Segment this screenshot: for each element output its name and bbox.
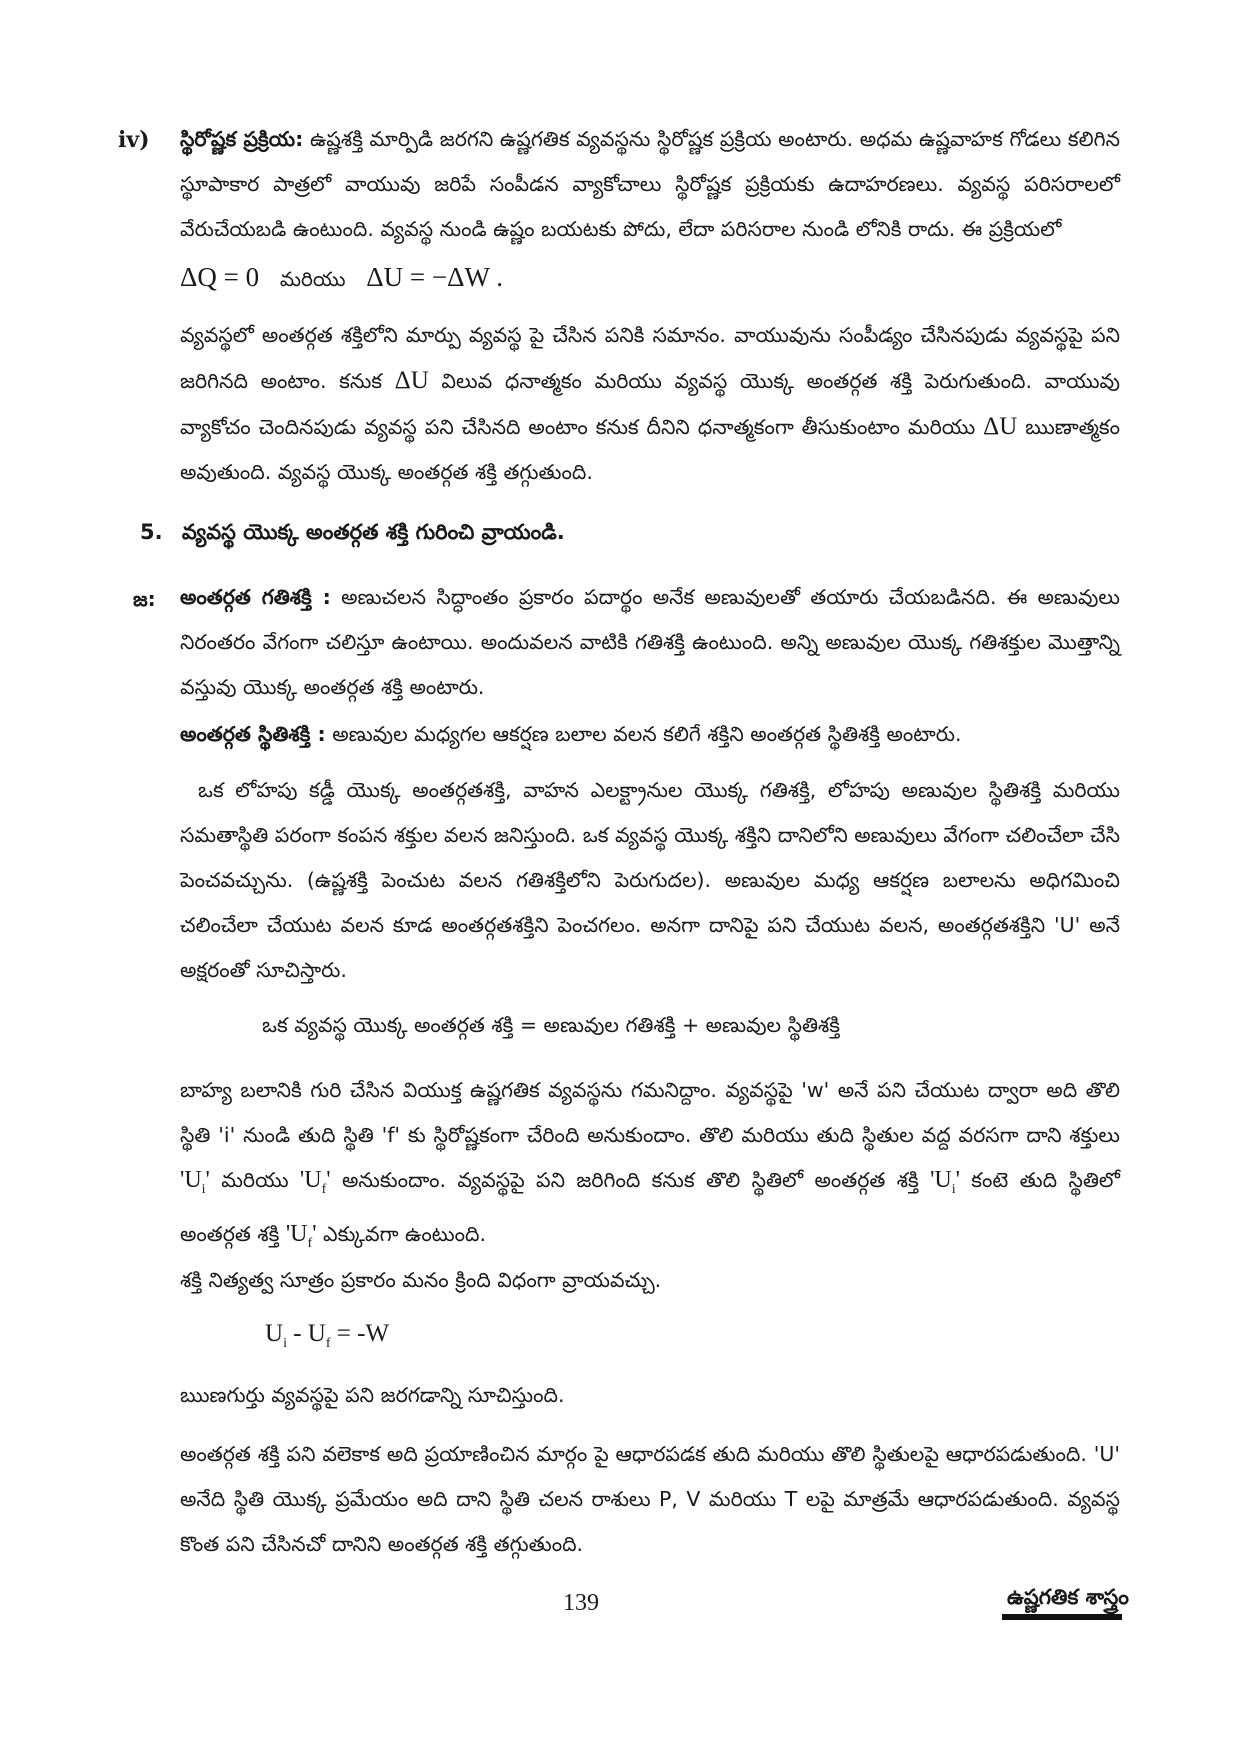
conservation-paragraph: శక్తి నిత్యత్వ సూత్రం ప్రకారం మనం క్రింది విధంగా వ్రాయవచ్చు. — [180, 1268, 662, 1292]
kinetic-text: అణుచలన సిద్ధాంతం ప్రకారం పదార్థం అనేక అణువులతో తయారు చేయబడినది. ఈ అణువులు నిరంతరం వేగంగా చలిస్తూ ఉంటాయి. అందువలన వాటికి గతిశక్తి ఉంటుంది. అన్ని అణువుల యొక్క గతిశక్తుల మొత్తాన్ని వస్తువు యొక్క అంతర్గత శక్తి అంటారు. — [180, 585, 1121, 699]
isolated-text-1: బాహ్య బలానికి గురి చేసిన వియుక్త ఉష్ణగతిక వ్యవస్థను గమనిద్దాం. వ్యవస్థపై 'w' అనే పని చేయుట ద్వారా అది తొలి స్థితి 'i' నుండి తుది స్థితి 'f' కు స్థిరోష్ణకంగా చేరింది అనుకుందాం. తొలి మరియు తుది స్థితుల వద్ద వరసగా దాని శక్తులు — [180, 1078, 1120, 1147]
kinetic-energy-paragraph — [180, 575, 1120, 710]
internal-change-text-2: విలువ ధనాత్మకం మరియు వ్యవస్థ యొక్క అంతర్గత శక్తి పెరుగుతుంది. వాయువు వ్యాకోచం చెందినపుడు వ్యవస్థ పని చేసినది అంటాం కనుక దీనిని ధనాత్మకంగా తీసుకుంటాం మరియు — [180, 369, 1121, 439]
internal-change-paragraph — [180, 313, 1120, 495]
potential-text: అణువుల మధ్యగల ఆకర్షణ బలాల వలన కలిగే శక్తిని అంతర్గత స్థితిశక్తి అంటారు. — [325, 722, 962, 746]
internal-change-text-3: ఋణాత్మకం అవుతుంది. వ్యవస్థ యొక్క అంతర్గత శక్తి తగ్గుతుంది. — [180, 415, 1120, 484]
eq-and: మరియు — [279, 267, 346, 291]
delta-u-symbol-1: ΔU — [394, 367, 429, 394]
energy-change-equation: $U_i - U_f = -W$ — [265, 1320, 390, 1351]
potential-label: అంతర్గత స్థితిశక్తి : — [180, 722, 326, 746]
ui-symbol-2: '$U_i$' — [930, 1167, 960, 1197]
metal-rod-paragraph: ఒక లోహపు కడ్డీ యొక్క అంతర్గతశక్తి, వాహన ఎలక్ట్రానుల యొక్క గతిశక్తి, లోహపు అణువుల స్థితిశక్తి మరియు సమతాస్థితి పరంగా కంపన శక్తుల వలన జనిస్తుంది. ఒక వ్యవస్థ యొక్క శక్తిని దానిలోని అణువులు వేగంగా చలించేలా చేసి పెంచవచ్చును. (ఉష్ణశక్తి పెంచుట వలన గతిశక్తిలోని పెరుగుదల). అణువుల మధ్య ఆకర్షణ బలాలను అధిగమించి చలించేలా చేయుట వలన కూడ అంతర్గతశక్తిని పెంచగలం. అనగా దానిపై పని చేయుట వలన, అంతర్గతశక్తిని 'U' అనే అక్షరంతో సూచిస్తారు. — [180, 778, 1120, 982]
delta-u-symbol-2: ΔU — [983, 413, 1018, 440]
adiabatic-paragraph — [180, 117, 1120, 252]
adiabatic-equation — [180, 262, 503, 296]
page-number: 139 — [563, 1590, 599, 1616]
isolated-system-paragraph — [180, 1068, 1120, 1266]
uf-symbol-2: '$U_f$' — [285, 1220, 317, 1251]
state-function-paragraph: అంతర్గత శక్తి పని వలెకాక అది ప్రయాణించిన మార్గం పై ఆధారపడక తుది మరియు తొలి స్థితులపై ఆధారపడుతుంది. 'U' అనేది స్థితి యొక్క ప్రమేయం అది దాని స్థితి చలన రాశులు P, V మరియు T లపై మాత్రమే ఆధారపడుతుంది. వ్యవస్థ కొంత పని చేసినచో దానిని అంతర్గత శక్తి తగ్గుతుంది. — [180, 1442, 1120, 1556]
eq-du: ΔU = −ΔW . — [366, 262, 503, 292]
chapter-footer-title: ఉష్ణగతిక శాస్త్రం — [1007, 1585, 1129, 1609]
question-heading — [140, 520, 565, 550]
uf-symbol-1: '$U_f$' — [299, 1167, 331, 1197]
adiabatic-text: ఉష్ణశక్తి మార్పిడి జరగని ఉష్ణగతిక వ్యవస్థను స్థిరోష్ణక ప్రక్రియ అంటారు. అధమ ఉష్ణవాహక గోడలు కలిగిన స్థూపాకార పాత్రలో వాయువు జరిపే సంపీడన వ్యాకోచాలు స్థిరోష్ణక ప్రక్రియకు ఉదాహరణలు. వ్యవస్థ పరిసరాలలో వేరుచేయబడి ఉంటుంది. వ్యవస్థ నుండి ఉష్ణం బయటకు పోదు, లేదా పరిసరాల నుండి లోనికి రాదు. ఈ ప్రక్రియలో — [180, 127, 1120, 241]
isolated-text-2: మరియు — [209, 1168, 300, 1192]
kinetic-label: అంతర్గత గతిశక్తి : — [180, 585, 331, 609]
isolated-text-3: అనుకుందాం. వ్యవస్థపై పని జరిగింది కనుక తొలి స్థితిలో అంతర్గత శక్తి — [330, 1168, 931, 1192]
isolated-text-5: ఎక్కువగా ఉంటుంది. — [316, 1221, 487, 1246]
answer-marker: జ: — [133, 587, 156, 611]
footer-rule — [1002, 1614, 1122, 1620]
question-text: వ్యవస్థ యొక్క అంతర్గత శక్తి గురించి వ్రాయండి. — [181, 520, 565, 544]
isolated-text-4: కంటె తుది స్థితిలో అంతర్గత శక్తి — [180, 1168, 1120, 1246]
eq-dq: ΔQ = 0 — [180, 262, 260, 292]
section-marker-iv: iv) — [118, 127, 150, 153]
potential-energy-paragraph — [180, 712, 1120, 757]
ui-symbol-1: '$U_i$' — [180, 1167, 210, 1197]
negative-sign-paragraph: ఋణగుర్తు వ్యవస్థపై పని జరగడాన్ని సూచిస్తుంది. — [180, 1383, 565, 1407]
internal-change-text-1: వ్యవస్థలో అంతర్గత శక్తిలోని మార్పు వ్యవస్థ పై చేసిన పనికి సమానం. వాయువును సంపీడ్యం చేసినపుడు వ్యవస్థపై పని జరిగినది అంటాం. కనుక — [180, 323, 1120, 393]
adiabatic-label: స్థిరోష్ణక ప్రక్రియ: — [180, 127, 304, 151]
internal-energy-equation: ఒక వ్యవస్థ యొక్క అంతర్గత శక్తి = అణువుల గతిశక్తి + అణువుల స్థితిశక్తి — [262, 1013, 840, 1037]
question-number: 5. — [140, 520, 163, 544]
